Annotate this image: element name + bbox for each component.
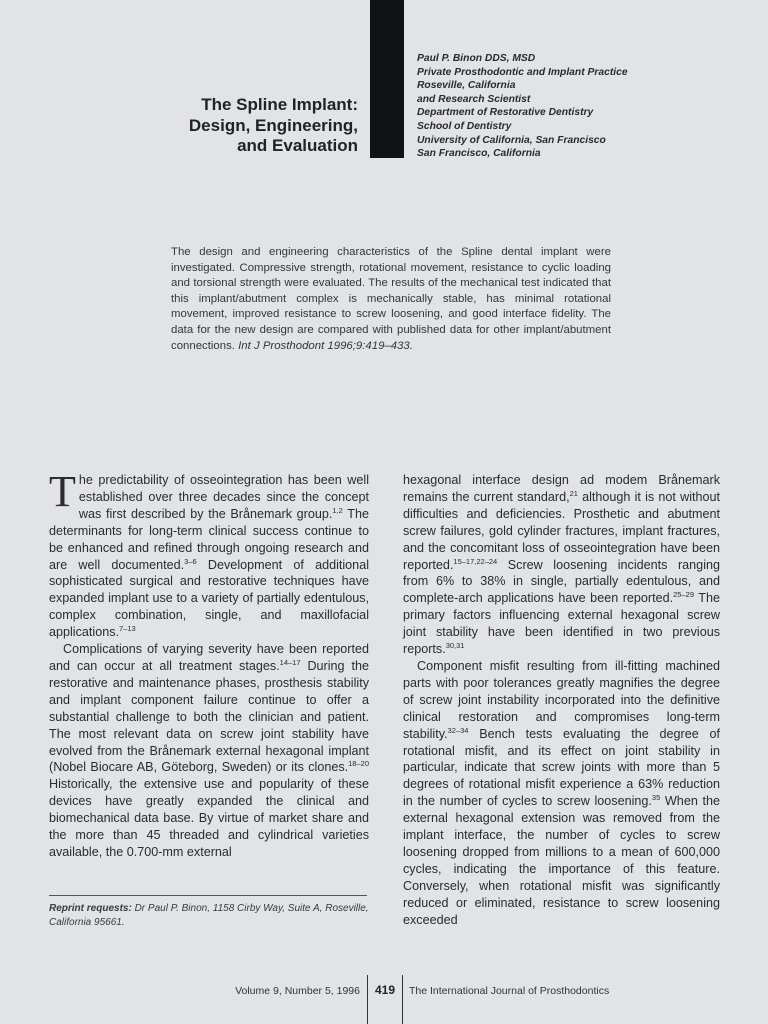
paragraph: The predictability of osseointegration has been well established over three decades since the concept was first described by the Brånemark group.$^{1,2}$ The determinants for long-term clinical success continue to be enhanced and refined through ongoing research and are well documented.$^{3-6}$ Development of additional sophisticated surgical and restorative techniques have expanded implant use to a variety of partially edentulous, complex combination, single, and maxillofacial applications.$^{7-13}$ (49, 467, 370, 640)
citation-ref: 18–20 (348, 759, 369, 769)
reprint-address: Dr Paul P. Binon, 1158 Cirby Way, Suite A, Roseville, California 95661. (49, 903, 369, 928)
citation-ref: 14–17 (279, 657, 301, 667)
abstract (171, 245, 611, 354)
paragraph: hexagonal interface design ad modem Brånemark remains the current standard,$^{21}$ although it is not without difficulties and deficiencies. Prosthetic and abutment screw failures, gold cylinder fractures, implant fractures, and the concomitant loss of osseointegration have been reported.$^{15-17,22-24}$ Screw loosening incidents ranging from 6% to 38% in single, partially edentulous, and complete-arch applications have been reported.$^{25-29}$ The primary factors influencing external hexagonal screw joint stability have been identified in two previous reports.$^{30,31}$ (403, 473, 720, 657)
citation-ref: 25–29 (673, 590, 694, 600)
reprint-requests (49, 902, 369, 930)
author-affiliation-line: Private Prosthodontic and Implant Practice (417, 66, 628, 78)
reprint-divider (49, 895, 367, 896)
title-line-2: Design, Engineering, (188, 115, 358, 135)
author-name: Paul P. Binon DDS, MSD (417, 53, 536, 64)
abstract-text: The design and engineering characteristics of the Spline dental implant were investigated. Compressive strength, rotational movement, resistance to cyclic loading and torsional strength were evaluated. The results of the mechanical test indicated that this implant/abutment complex is mechanically stable, has minimal rotational movement, improved resistance to screw loosening, and good interface fidelity. The data for the new design are compared with published data for other implant/abutment connections. (171, 246, 611, 352)
abstract-citation: Int J Prosthodont 1996;9:419–433. (238, 339, 413, 352)
title-line-3: and Evaluation (237, 136, 358, 155)
paragraph: Complications of varying severity have been reported and can occur at all treatment stages.$^{14-17}$ During the restorative and maintenance phases, prosthesis stability and implant component failure continue to offer a substantial challenge to both the clinician and patient. The most relevant data on screw joint stability have evolved from the Brånemark external hexagonal implant (Nobel Biocare AB, Göteborg, Sweden) or its clones.$^{18-20}$ Historically, the extensive use and popularity of these devices have greatly expanded the clinical and biomechanical data base. By virtue of market share and the more than 45 threaded and cylindrical varieties available, the 0.700-mm external (49, 642, 369, 859)
citation-ref: 21 (569, 488, 578, 498)
body-column-left (49, 467, 370, 861)
reprint-label: Reprint requests: (49, 903, 132, 914)
footer-journal: The International Journal of Prosthodontics (409, 985, 610, 997)
author-affiliation-line: Roseville, California (417, 80, 516, 92)
author-affiliation-line: School of Dentistry (417, 120, 512, 132)
header-black-bar (370, 0, 404, 158)
body-column-right (403, 472, 720, 928)
author-affiliation-line: Department of Restorative Dentistry (417, 107, 594, 119)
drop-cap: T (49, 467, 76, 516)
citation-ref: 30,31 (445, 640, 465, 650)
footer-volume: Volume 9, Number 5, 1996 (235, 985, 360, 997)
citation-ref: 15–17,22–24 (453, 556, 498, 566)
author-affiliation-line: San Francisco, California (417, 148, 541, 160)
citation-ref: 32–34 (447, 725, 469, 735)
citation-ref: 3–6 (184, 556, 197, 566)
citation-ref: 7–13 (119, 623, 136, 633)
citation-ref: 35 (651, 793, 661, 803)
citation-ref: 1,2 (332, 505, 343, 515)
author-block (417, 52, 747, 161)
author-affiliation-line: University of California, San Francisco (417, 134, 606, 146)
article-title (118, 95, 358, 157)
author-affiliation-line: and Research Scientist (417, 93, 531, 105)
title-line-1: The Spline Implant: (201, 95, 358, 114)
page-number: 419 (374, 983, 396, 997)
paragraph: Component misfit resulting from ill-fitting machined parts with poor tolerances greatly magnifies the degree of screw joint instability incorporated into the definitive clinical restoration and compromises long-term stability.$^{32-34}$ Bench tests evaluating the degree of rotational misfit, and its effect on joint stability in particular, indicate that screw joints with more than 5 degrees of rotational misfit experience a 63% reduction in the number of cycles to screw loosening.$^{35}$ When the external hexagonal extension was removed from the implant interface, the number of cycles to screw loosening dropped from millions to a mean of 600,000 cycles, indicating the importance of this feature. Conversely, when rotational misfit was significantly reduced or eliminated, resistance to screw loosening exceeded (403, 658, 720, 927)
